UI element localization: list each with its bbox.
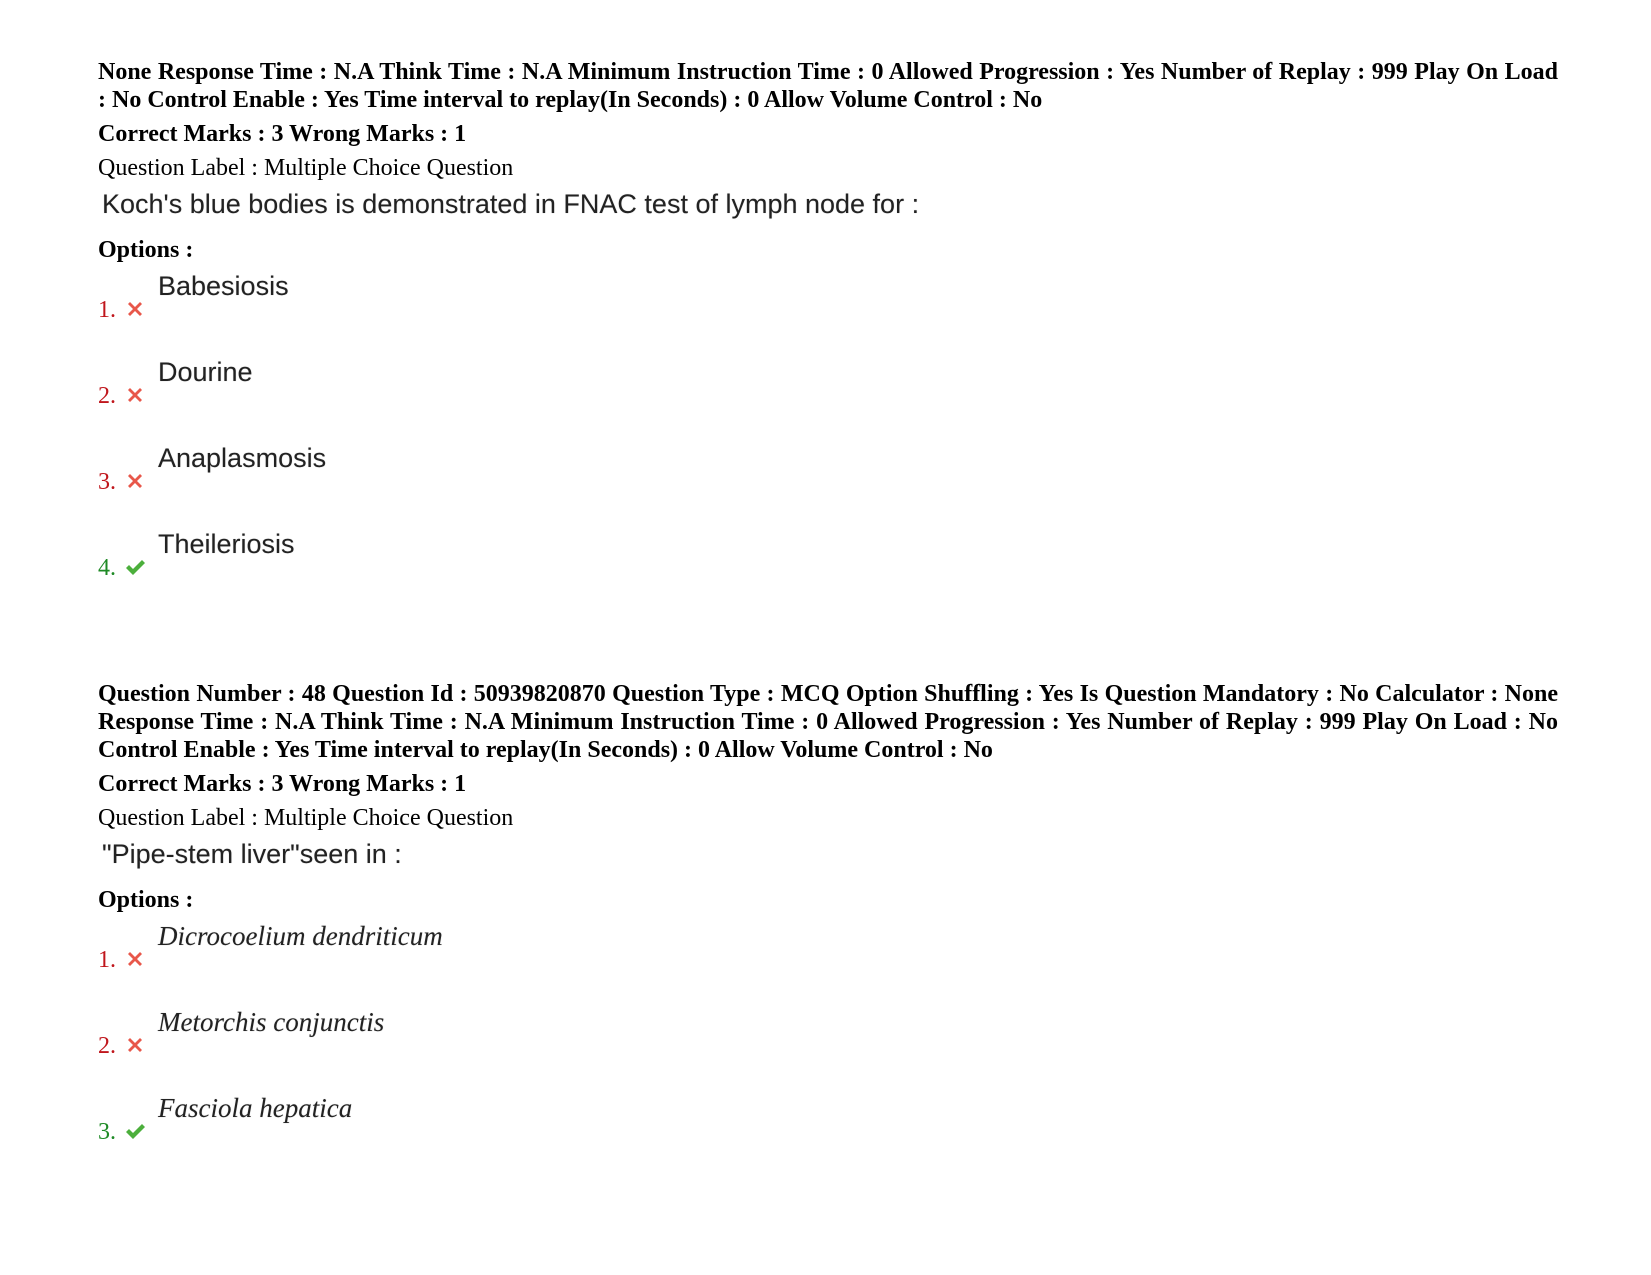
option-text: Metorchis conjunctis — [158, 1007, 385, 1037]
question-marks: Correct Marks : 3 Wrong Marks : 1 — [98, 771, 467, 797]
option-text: Babesiosis — [158, 271, 289, 301]
option-text: Dourine — [158, 357, 253, 387]
option-item — [98, 522, 1558, 608]
option-text: Fasciola hepatica — [158, 1093, 353, 1123]
option-item — [98, 914, 1558, 1000]
option-number: 3. — [98, 1119, 116, 1145]
question-label: Question Label : Multiple Choice Question — [98, 155, 514, 181]
option-item — [98, 1000, 1558, 1086]
check-icon — [124, 1120, 146, 1142]
option-number: 3. — [98, 469, 116, 495]
question-meta: Question Number : 48 Question Id : 50939820870 Question Type : MCQ Option Shuffling : Yes Is Question Mandatory : No Calculator : None Response Time : N.A Think Time : N.A Minimum Instruction Time : 0 Allowed Progression : Yes Number of Replay : 999 Play On Load : No Control Enable : Yes Time interval to replay(In Seconds) : 0 Allow Volume Control : No — [98, 681, 1558, 763]
option-text: Anaplasmosis — [158, 443, 327, 473]
option-number: 4. — [98, 555, 116, 581]
option-item — [98, 264, 1558, 350]
check-icon — [124, 556, 146, 578]
option-item — [98, 436, 1558, 522]
option-item — [98, 1086, 1558, 1172]
option-number: 1. — [98, 947, 116, 973]
question-marks: Correct Marks : 3 Wrong Marks : 1 — [98, 121, 467, 147]
option-text: Dicrocoelium dendriticum — [158, 921, 443, 951]
option-number: 2. — [98, 383, 116, 409]
question-meta: None Response Time : N.A Think Time : N.A Minimum Instruction Time : 0 Allowed Progression : Yes Number of Replay : 999 Play On Load : No Control Enable : Yes Time interval to replay(In Seconds) : 0 Allow Volume Control : No — [98, 59, 1558, 113]
options-heading: Options : — [98, 237, 194, 263]
question-text: Koch's blue bodies is demonstrated in FNAC test of lymph node for : — [102, 189, 920, 219]
option-text: Theileriosis — [158, 529, 295, 559]
question-text: "Pipe-stem liver"seen in : — [102, 839, 402, 869]
question-block-1 — [98, 58, 1558, 608]
question-block-2 — [98, 680, 1558, 1172]
options-heading: Options : — [98, 887, 194, 913]
cross-icon — [124, 1034, 146, 1056]
cross-icon — [124, 470, 146, 492]
option-number: 2. — [98, 1033, 116, 1059]
option-item — [98, 350, 1558, 436]
cross-icon — [124, 948, 146, 970]
cross-icon — [124, 384, 146, 406]
exam-page — [98, 58, 1558, 1172]
option-number: 1. — [98, 297, 116, 323]
question-label: Question Label : Multiple Choice Question — [98, 805, 514, 831]
cross-icon — [124, 298, 146, 320]
